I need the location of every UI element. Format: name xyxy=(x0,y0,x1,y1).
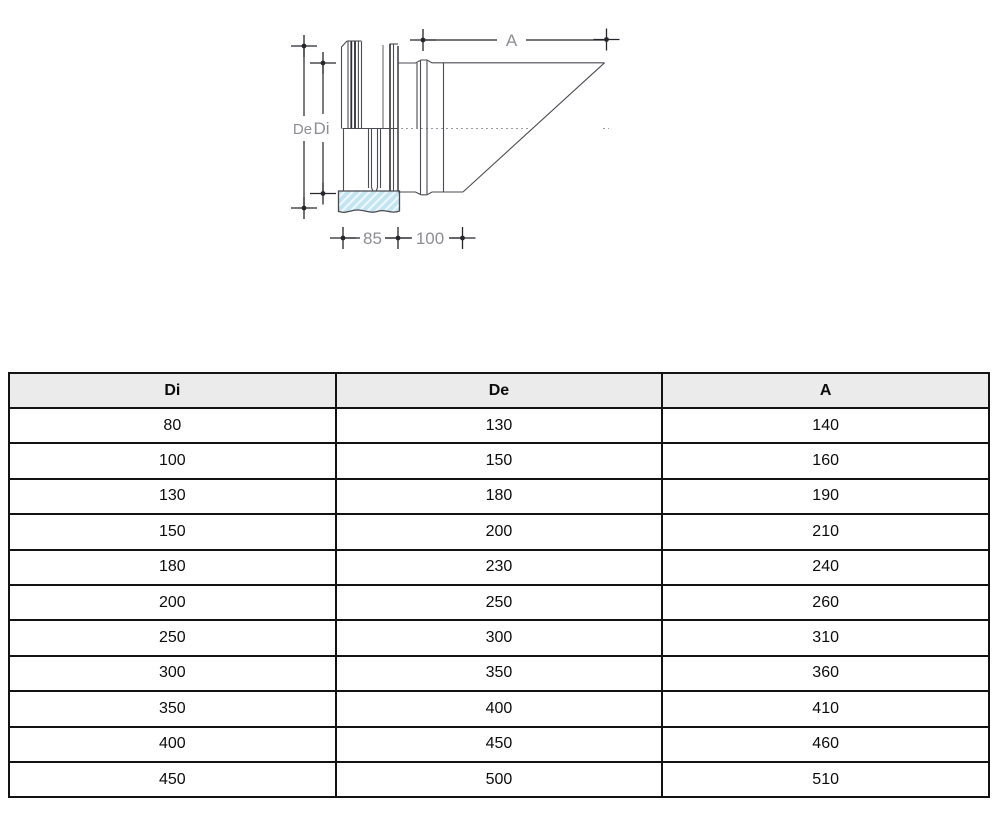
table-cell: 400 xyxy=(9,727,336,762)
table-cell: 200 xyxy=(336,514,663,549)
tick-mark xyxy=(330,227,356,249)
table-cell: 450 xyxy=(9,762,336,797)
table-cell: 450 xyxy=(336,727,663,762)
table-cell: 130 xyxy=(336,408,663,443)
table-cell: 150 xyxy=(9,514,336,549)
dimension-di-label: Di xyxy=(313,119,330,138)
tick-mark xyxy=(310,183,336,205)
table-cell: 300 xyxy=(336,620,663,655)
table-cell: 100 xyxy=(9,443,336,478)
col-header-a: A xyxy=(662,373,989,408)
table-row xyxy=(9,691,989,726)
table-cell: 240 xyxy=(662,550,989,585)
dimension-a-label: A xyxy=(505,31,518,50)
table-header-row xyxy=(9,373,989,408)
tick-mark xyxy=(594,29,620,51)
table-cell: 230 xyxy=(336,550,663,585)
table-row xyxy=(9,479,989,514)
dimension-di xyxy=(310,52,336,205)
table-cell: 410 xyxy=(662,691,989,726)
table-cell: 360 xyxy=(662,656,989,691)
socket-upper xyxy=(342,41,399,192)
tick-mark xyxy=(310,52,336,74)
table-cell: 210 xyxy=(662,514,989,549)
pipe-top-edge xyxy=(398,60,605,63)
technical-drawing xyxy=(0,0,1000,360)
tick-mark xyxy=(291,197,317,219)
table-cell: 80 xyxy=(9,408,336,443)
table-row xyxy=(9,514,989,549)
table-cell: 160 xyxy=(662,443,989,478)
dimension-100-label: 100 xyxy=(415,229,445,248)
dimension-a xyxy=(410,29,620,52)
dimension-85-label: 85 xyxy=(363,229,382,248)
table-row xyxy=(9,443,989,478)
table-cell: 180 xyxy=(9,550,336,585)
dimension-de-label: De xyxy=(292,121,313,138)
table-row xyxy=(9,727,989,762)
tick-mark xyxy=(385,227,411,249)
tick-mark xyxy=(450,227,476,249)
table-cell: 260 xyxy=(662,585,989,620)
table-row xyxy=(9,550,989,585)
table-cell: 190 xyxy=(662,479,989,514)
table-cell: 250 xyxy=(336,585,663,620)
table-cell: 250 xyxy=(9,620,336,655)
table-cell: 140 xyxy=(662,408,989,443)
hatch-region xyxy=(339,191,400,213)
tick-mark xyxy=(410,29,436,51)
table-row xyxy=(9,585,989,620)
table-row xyxy=(9,762,989,797)
terminal-cut-edge xyxy=(463,63,605,192)
col-header-de: De xyxy=(336,373,663,408)
table-cell: 150 xyxy=(336,443,663,478)
table-row xyxy=(9,656,989,691)
pipe-bottom-edge xyxy=(398,192,463,195)
table-cell: 400 xyxy=(336,691,663,726)
table-row xyxy=(9,620,989,655)
tick-mark xyxy=(291,35,317,57)
table-cell: 180 xyxy=(336,479,663,514)
table-cell: 460 xyxy=(662,727,989,762)
dimension-85-100 xyxy=(330,227,476,249)
table-cell: 300 xyxy=(9,656,336,691)
table-cell: 310 xyxy=(662,620,989,655)
col-header-di: Di xyxy=(9,373,336,408)
pipe-and-terminal xyxy=(398,60,605,195)
table-cell: 200 xyxy=(9,585,336,620)
table-cell: 130 xyxy=(9,479,336,514)
table-row xyxy=(9,408,989,443)
table-cell: 350 xyxy=(336,656,663,691)
dimension-table xyxy=(8,372,990,798)
table-cell: 510 xyxy=(662,762,989,797)
table-cell: 500 xyxy=(336,762,663,797)
table-cell: 350 xyxy=(9,691,336,726)
